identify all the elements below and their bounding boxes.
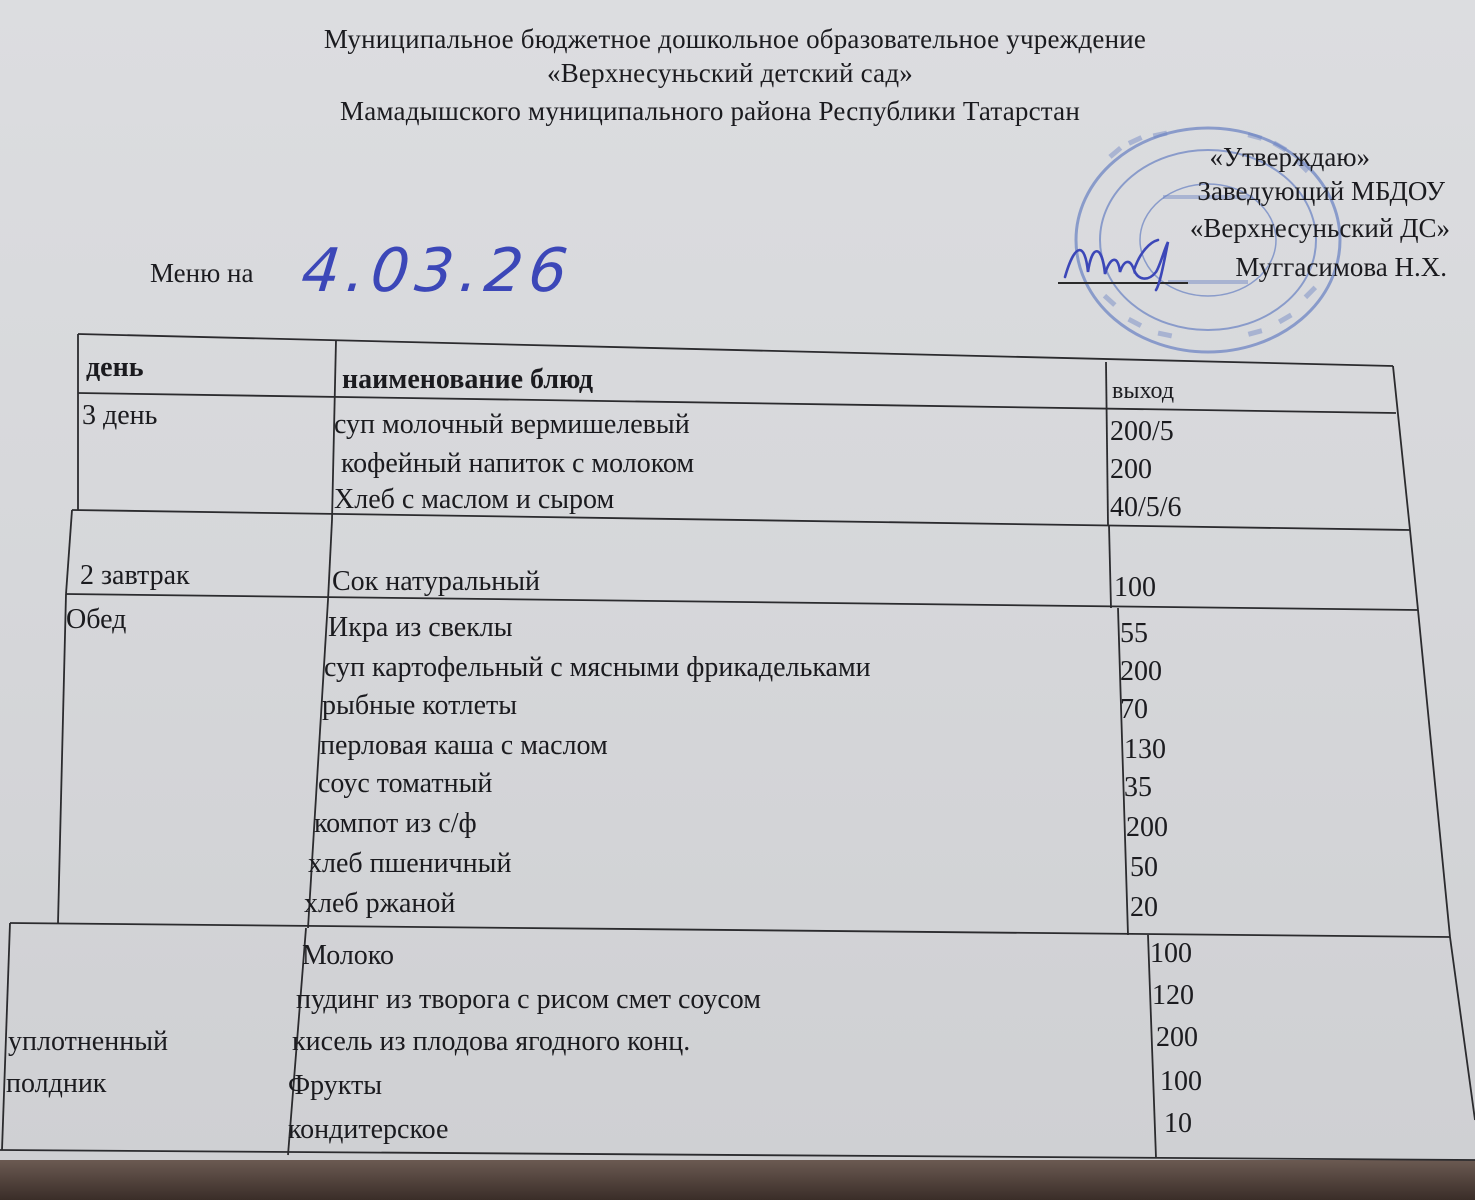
dish-item: Хлеб с маслом и сыром — [334, 484, 615, 515]
dish-item: Фрукты — [288, 1070, 383, 1101]
dish-item: пудинг из творога с рисом смет соусом — [296, 984, 761, 1015]
dish-item: перловая каша с маслом — [320, 730, 608, 761]
approval-position: Заведующий МБДОУ — [1197, 176, 1445, 206]
header-output: выход — [1112, 378, 1175, 404]
output-value: 200 — [1120, 656, 1162, 687]
output-value: 200 — [1156, 1022, 1198, 1053]
meal-second-breakfast: 2 завтрак — [80, 560, 190, 591]
output-value: 120 — [1152, 980, 1194, 1011]
dish-item: компот из с/ф — [314, 808, 477, 839]
output-value: 100 — [1114, 572, 1156, 603]
dish-item: Сок натуральный — [332, 566, 541, 597]
output-value: 35 — [1124, 772, 1152, 803]
dish-item: хлеб ржаной — [304, 888, 456, 919]
org-name-line1: Муниципальное бюджетное дошкольное образовательное учреждение — [323, 24, 1147, 54]
dish-item: кисель из плодова ягодного конц. — [292, 1026, 691, 1057]
output-value: 20 — [1130, 892, 1158, 923]
dish-item: рыбные котлеты — [322, 690, 518, 721]
output-value: 40/5/6 — [1110, 492, 1182, 523]
dish-item: хлеб пшеничный — [308, 848, 512, 879]
output-value: 50 — [1130, 852, 1158, 883]
output-value: 100 — [1150, 938, 1192, 969]
meal-afternoon-snack: уплотненный — [8, 1026, 169, 1057]
output-value: 200/5 — [1110, 416, 1174, 447]
dish-item: суп картофельный с мясными фрикадельками — [324, 652, 871, 683]
dish-item: соус томатный — [318, 768, 493, 799]
dish-item: Икра из свеклы — [328, 612, 513, 643]
meal-afternoon-snack: полдник — [6, 1068, 107, 1099]
dish-item: кондитерское — [288, 1114, 449, 1145]
output-value: 130 — [1124, 734, 1166, 765]
dish-item: суп молочный вермишелевый — [334, 409, 690, 440]
meal-day3: 3 день — [82, 400, 158, 431]
meal-lunch: Обед — [66, 604, 127, 635]
output-value: 55 — [1120, 618, 1148, 649]
output-value: 10 — [1164, 1108, 1192, 1139]
header-dish: наименование блюд — [342, 364, 593, 395]
menu-date-handwritten: 4.03.26 — [298, 236, 577, 306]
dish-item: кофейный напиток с молоком — [334, 448, 695, 479]
output-value: 200 — [1110, 454, 1152, 485]
output-value: 100 — [1160, 1066, 1202, 1097]
approval-signer-name: Муггасимова Н.Х. — [1235, 252, 1447, 282]
header-day: день — [86, 352, 144, 383]
output-value: 200 — [1126, 812, 1168, 843]
approval-organization: «Верхнесуньский ДС» — [1189, 213, 1450, 243]
org-name-line2: «Верхнесуньский детский сад» — [547, 58, 913, 88]
dish-item: Молоко — [302, 940, 394, 971]
org-name-line3: Мамадышского муниципального района Республики Татарстан — [340, 96, 1080, 126]
approval-title: «Утверждаю» — [1209, 142, 1370, 172]
menu-label: Меню на — [150, 258, 254, 288]
output-value: 70 — [1120, 694, 1148, 725]
